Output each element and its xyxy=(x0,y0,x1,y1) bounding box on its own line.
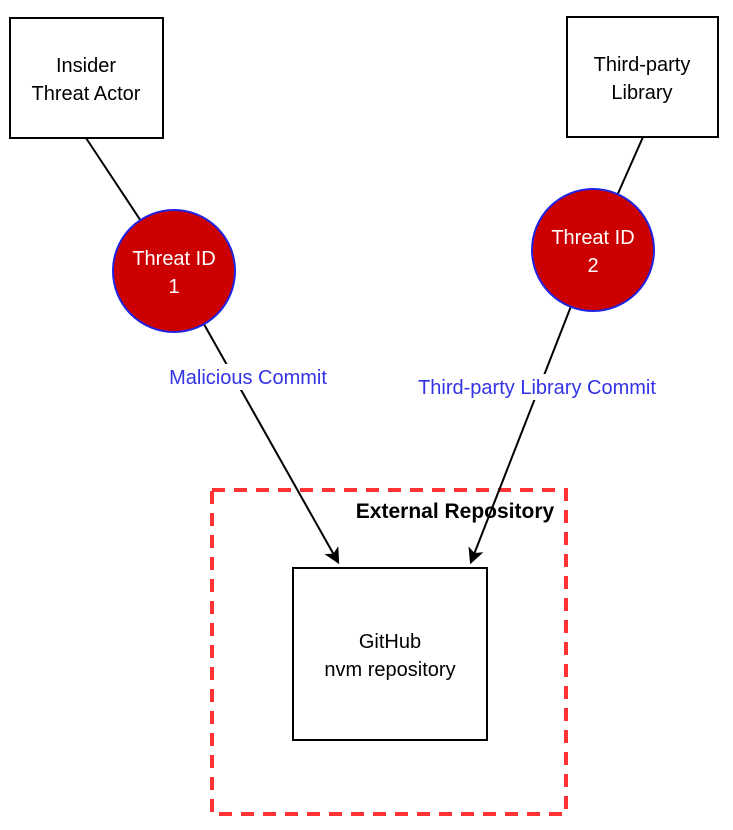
github-repo-label-line1: GitHub xyxy=(358,631,422,653)
threat-id-1-label-line1: Threat ID xyxy=(132,248,216,270)
threat-id-2-circle xyxy=(532,189,654,311)
third-party-commit-edge-label: Third-party Library Commit xyxy=(418,377,656,399)
third-party-library-label-line1: Third-party xyxy=(593,54,691,76)
threat-id-1-label-line2: 1 xyxy=(168,276,180,298)
threat-id-2-label-line1: Threat ID xyxy=(551,227,635,249)
malicious-commit-edge-label: Malicious Commit xyxy=(169,367,327,389)
third-party-library-node xyxy=(567,17,718,137)
insider-threat-actor-label-line2: Threat Actor xyxy=(31,83,141,105)
external-repository-label: External Repository xyxy=(355,500,555,523)
insider-threat-actor-node xyxy=(10,18,163,138)
github-nvm-repository-node xyxy=(293,568,487,740)
third-party-library-label-line2: Library xyxy=(611,82,673,104)
github-repo-label-line2: nvm repository xyxy=(324,659,456,681)
threat-id-2-label-line2: 2 xyxy=(587,255,599,277)
insider-threat-actor-label-line1: Insider xyxy=(55,55,117,77)
threat-id-1-circle xyxy=(113,210,235,332)
